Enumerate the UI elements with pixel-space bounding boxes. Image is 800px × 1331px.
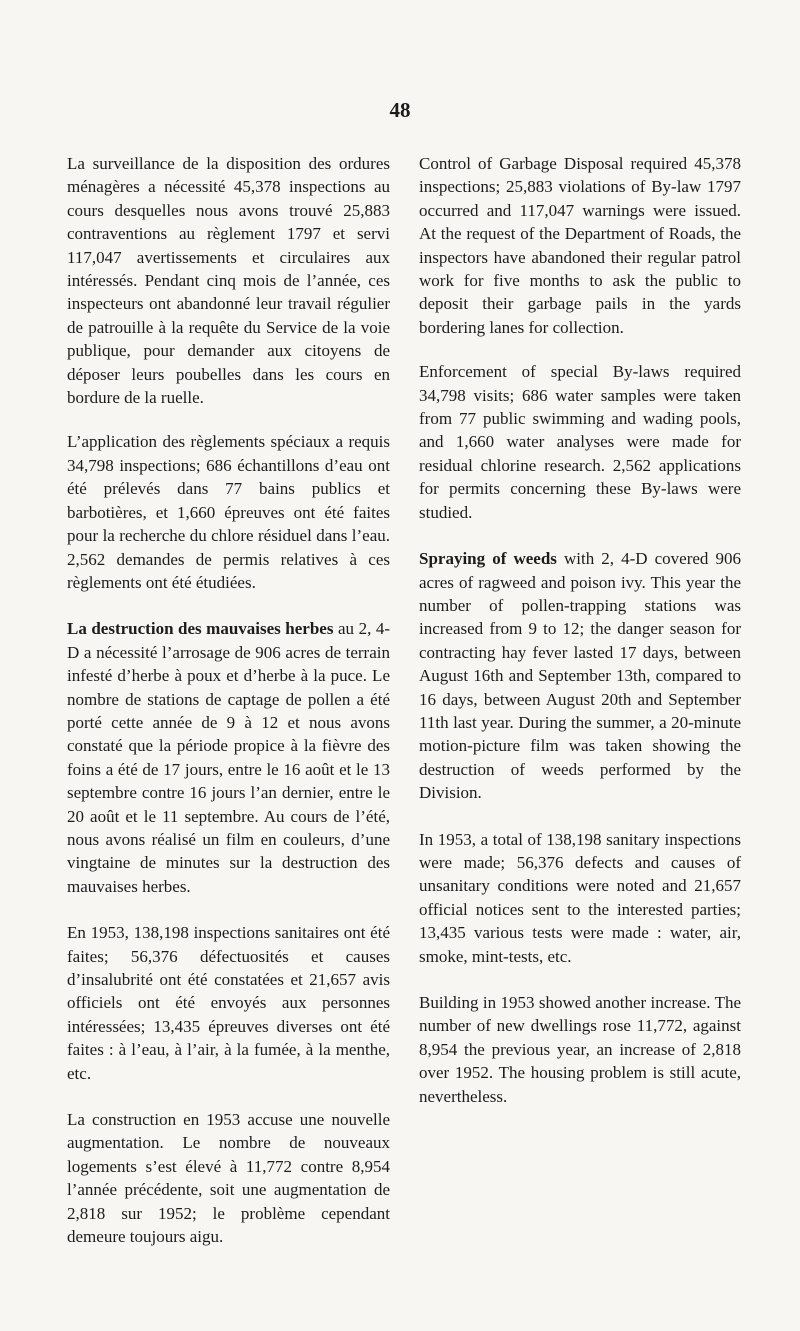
french-weeds-heading: La destruction des mauvaises herbes — [67, 619, 334, 639]
english-paragraph-sanitary: In 1953, a total of 138,198 sanitary inspections were made; 56,376 defects and causes of unsanitary conditions were noted and 21,657 official notices sent to the interested parties; 13,435 various tests were made : water, air, smoke, mint-tests, etc. — [419, 829, 741, 966]
french-paragraph-bylaws: L’application des règlements spéciaux a requis 34,798 inspections; 686 échantillons d’eau ont été prélevés dans 77 bains publics et barbotières, et 1,660 épreuves ont été faites pour la recherche du chlore résiduel dans l’eau. 2,562 demandes de permis relatives à ces règlements ont été étudiées. — [67, 432, 390, 592]
english-weeds-text: with 2, 4-D covered 906 acres of ragweed and poison ivy. This year the number of pollen-trapping stations was increased from 9 to 12; the danger season for contracting hay fever lasted 17 days, between August 16th and September 13th, compared to 16 days, between August 20th and September 11th last year. During the summer, a 20-minute motion-picture film was taken showing the destruction of weeds performed by the Division. — [419, 549, 741, 803]
french-column — [67, 152, 390, 1248]
english-paragraph-garbage: Control of Garbage Disposal required 45,378 inspections; 25,883 violations of By-law 1797 occurred and 117,047 warnings were issued. At the request of the Department of Roads, the inspectors have abandoned their regular patrol work for five months to ask the public to deposit their garbage pails in the yards bordering lanes for collection. — [419, 154, 741, 337]
french-paragraph-weeds — [67, 617, 390, 898]
english-paragraph-building: Building in 1953 showed another increase. The number of new dwellings rose 11,772, against 8,954 the previous year, an increase of 2,818 over 1952. The housing problem is still acute, nevertheless. — [419, 993, 741, 1106]
english-column — [419, 152, 741, 1108]
english-paragraph-bylaws: Enforcement of special By-laws required 34,798 visits; 686 water samples were taken from 77 public swimming and wading pools, and 1,660 water analyses were made for residual chlorine research. 2,562 applications for permits concerning these By-laws were studied. — [419, 362, 741, 522]
french-paragraph-sanitary: En 1953, 138,198 inspections sanitaires ont été faites; 56,376 défectuosités et causes d’insalubrité ont été constatées et 21,657 avis officiels ont été envoyés aux personnes intéressées; 13,435 épreuves diverses ont été faites : à l’eau, à l’air, à la fumée, à la menthe, etc. — [67, 923, 390, 1083]
english-weeds-heading: Spraying of weeds — [419, 549, 557, 569]
page-number: 48 — [389, 98, 411, 122]
french-paragraph-garbage: La surveillance de la disposition des ordures ménagères a nécessité 45,378 inspections au cours desquelles nous avons trouvé 25,883 contraventions au règlement 1797 et servi 117,047 avertissements et circulaires aux intéressés. Pendant cinq mois de l’année, ces inspecteurs ont abandonné leur travail régulier de patrouille à la requête du Service de la voie publique, pour demander aux citoyens de déposer leurs poubelles dans les cours en bordure de la ruelle. — [67, 154, 390, 408]
french-weeds-text: au 2, 4-D a nécessité l’arrosage de 906 acres de terrain infesté d’herbe à poux et d’herbe à la puce. Le nombre de stations de captage de pollen a été porté cette année de 9 à 12 et nous avons constaté que la période propice à la fièvre des foins a été de 17 jours, entre le 16 août et le 13 septembre contre 16 jours l’an dernier, entre le 20 août et le 11 septembre. Au cours de l’été, nous avons réalisé un film en couleurs, d’une vingtaine de minutes sur la destruction des mauvaises herbes. — [67, 619, 390, 896]
french-paragraph-building: La construction en 1953 accuse une nouvelle augmentation. Le nombre de nouveaux logements s’est élevé à 11,772 contre 8,954 l’année précédente, soit une augmentation de 2,818 sur 1952; le problème cependant demeure toujours aigu. — [67, 1110, 390, 1247]
english-paragraph-weeds — [419, 547, 741, 804]
